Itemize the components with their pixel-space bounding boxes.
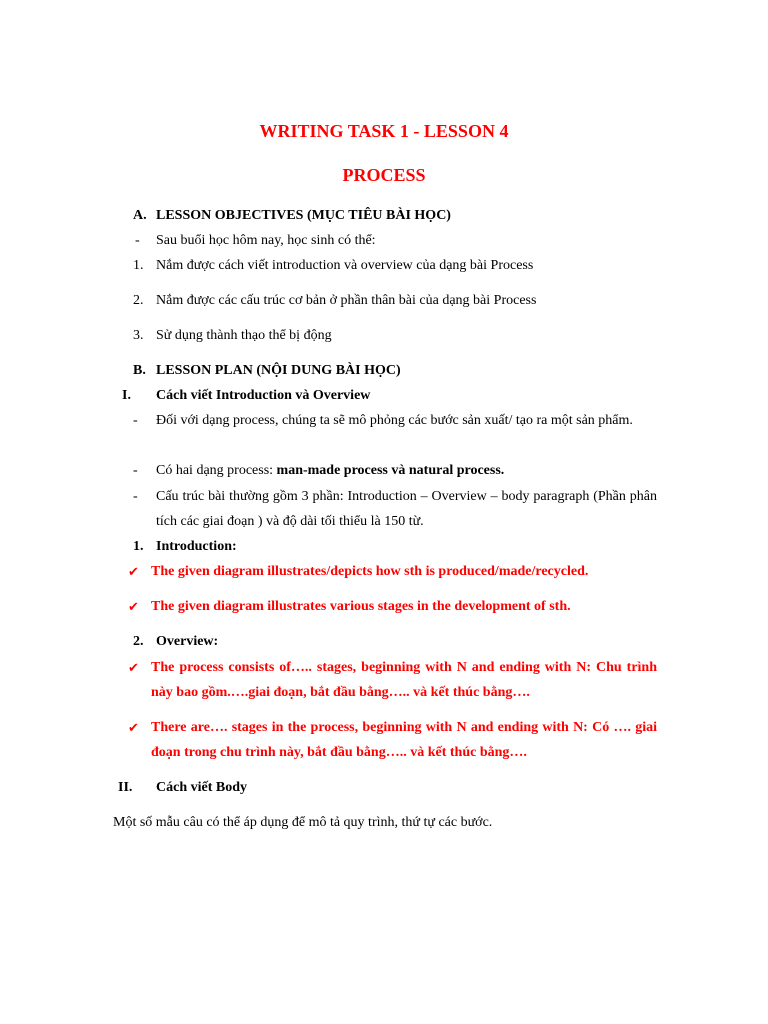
part-i-heading: Cách viết Introduction và Overview	[156, 388, 371, 403]
bullet-process-types	[156, 461, 504, 481]
objective-number: 1.	[133, 258, 144, 273]
objective-item: Nắm được các cấu trúc cơ bản ở phần thân bài của dạng bài Process	[156, 293, 537, 308]
part-ii-marker: II.	[118, 780, 133, 795]
document-subtitle: PROCESS	[342, 165, 426, 185]
section-a-heading: LESSON OBJECTIVES (MỤC TIÊU BÀI HỌC)	[156, 208, 451, 223]
objective-number: 2.	[133, 293, 144, 308]
section-b-marker: B.	[133, 363, 146, 378]
part-ii-heading: Cách viết Body	[156, 780, 247, 795]
closing-paragraph: Một số mẫu câu có thể áp dụng để mô tả quy trình, thứ tự các bước.	[113, 815, 493, 830]
bullet-process-types-lead: Có hai dạng process:	[156, 463, 277, 478]
document-title: WRITING TASK 1 - LESSON 4	[259, 121, 509, 141]
overview-number: 2.	[133, 634, 144, 649]
bullet-process-description: Đối với dạng process, chúng ta sẽ mô phỏng các bước sản xuất/ tạo ra một sản phẩm.	[156, 413, 633, 428]
introduction-number: 1.	[133, 539, 144, 554]
bullet-dash: -	[133, 489, 138, 504]
introduction-template: The given diagram illustrates various stages in the development of sth.	[151, 599, 571, 614]
part-i-marker: I.	[122, 388, 131, 403]
section-b-heading: LESSON PLAN (NỘI DUNG BÀI HỌC)	[156, 363, 401, 378]
introduction-heading: Introduction:	[156, 539, 237, 554]
intro-text: Sau buổi học hôm nay, học sinh có thể:	[156, 233, 376, 248]
check-icon: ✔	[128, 599, 139, 614]
check-icon: ✔	[128, 660, 139, 675]
objective-item: Sử dụng thành thạo thể bị động	[156, 328, 332, 343]
bullet-dash: -	[133, 413, 138, 428]
overview-template: There are…. stages in the process, beginning with N and ending with N: Có …. giai đoạn trong chu trình này, bắt đầu bằng….. và kết thúc bằng….	[151, 720, 657, 760]
bullet-dash: -	[133, 463, 138, 478]
check-icon: ✔	[128, 720, 139, 735]
check-icon: ✔	[128, 564, 139, 579]
bullet-structure: Cấu trúc bài thường gồm 3 phần: Introduction – Overview – body paragraph (Phần phân tích các giai đoạn ) và độ dài tối thiểu là 150 từ.	[156, 489, 657, 529]
objective-number: 3.	[133, 328, 144, 343]
intro-dash: -	[135, 233, 140, 248]
overview-heading: Overview:	[156, 634, 219, 649]
overview-template: The process consists of….. stages, beginning with N and ending with N: Chu trình này bao gồm.….giai đoạn, bắt đầu bằng….. và kết thúc bằng….	[151, 660, 657, 700]
introduction-template: The given diagram illustrates/depicts how sth is produced/made/recycled.	[151, 564, 589, 579]
objective-item: Nắm được cách viết introduction và overview của dạng bài Process	[156, 258, 534, 273]
section-a-marker: A.	[133, 208, 147, 223]
bullet-process-types-bold: man-made process và natural process.	[276, 463, 505, 478]
